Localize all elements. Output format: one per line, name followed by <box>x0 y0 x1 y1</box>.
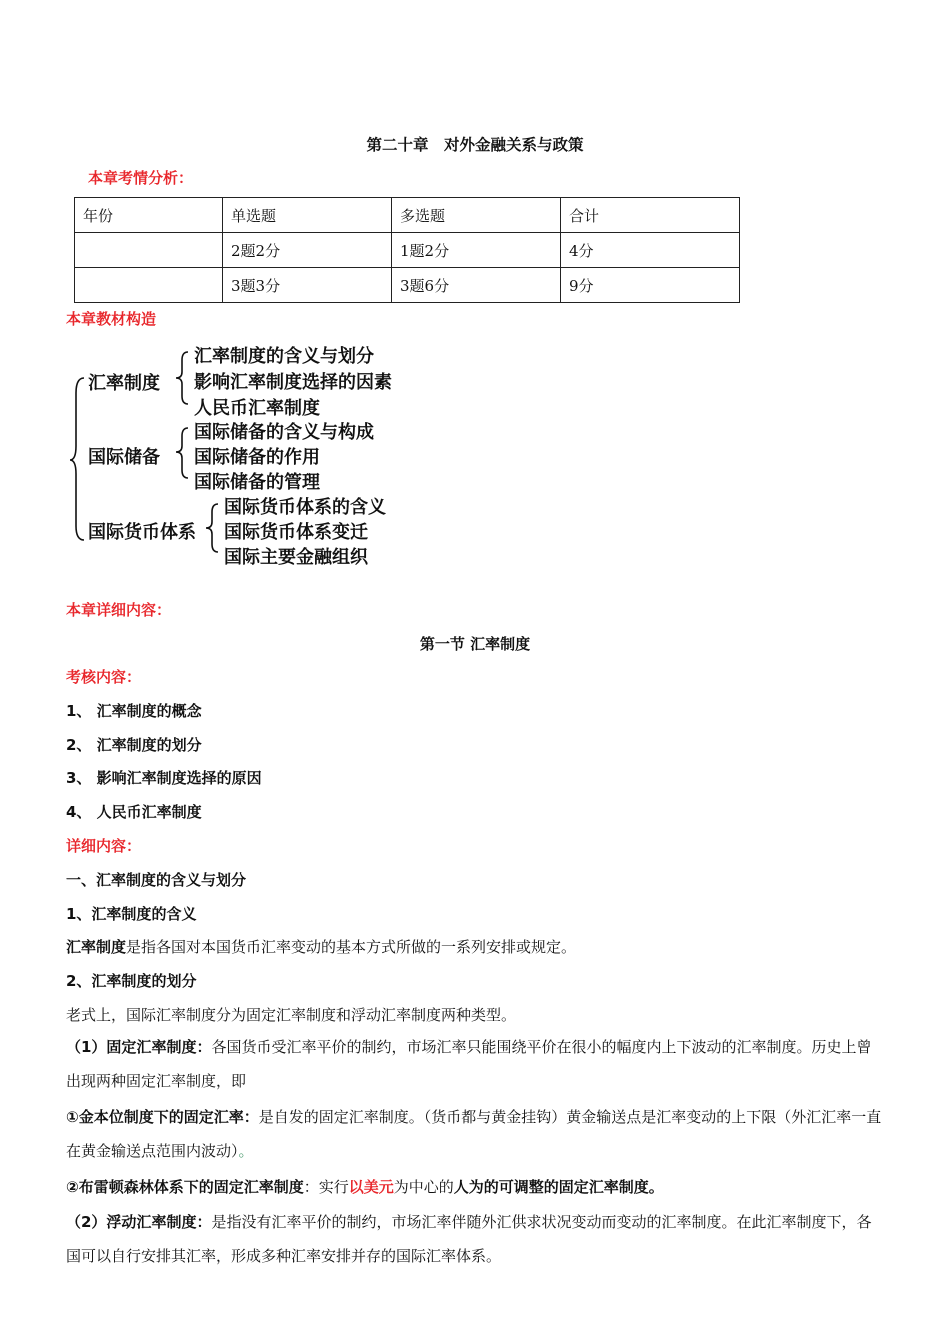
brace-group-2 <box>176 428 188 478</box>
table-row <box>75 268 740 303</box>
exam-table <box>74 197 740 303</box>
heading-level-2: 1、汇率制度的含义 <box>66 905 197 923</box>
table-cell: 9分 <box>561 268 740 303</box>
assess-item: 4、 人民币汇率制度 <box>66 803 202 821</box>
assess-item: 3、 影响汇率制度选择的原因 <box>66 769 262 787</box>
table-cell: 1题2分 <box>392 233 561 268</box>
bretton-woods-colon: ：实行 <box>303 1178 349 1196</box>
bretton-woods-mid: 为中心的 <box>393 1178 454 1196</box>
tree-item: 国际储备的含义与构成 <box>194 422 374 443</box>
tree-item: 人民币汇率制度 <box>194 398 320 419</box>
tree-item: 影响汇率制度选择的因素 <box>194 372 392 393</box>
heading-level-1: 一、汇率制度的含义与划分 <box>66 871 247 889</box>
table-row <box>75 233 740 268</box>
structure-tree <box>70 338 430 570</box>
bretton-woods-paragraph <box>66 1170 886 1204</box>
table-header-cell: 年份 <box>75 198 223 233</box>
definition-paragraph <box>66 936 576 957</box>
structure-heading: 本章教材构造 <box>66 310 157 328</box>
table-header-cell: 多选题 <box>392 198 561 233</box>
tree-group-label: 国际储备 <box>88 447 160 468</box>
table-header-cell: 单选题 <box>223 198 392 233</box>
section-title: 第一节 汇率制度 <box>419 635 531 653</box>
heading-level-2: 2、汇率制度的划分 <box>66 972 197 990</box>
brace-group-1 <box>176 352 188 404</box>
assess-item: 1、 汇率制度的概念 <box>66 702 202 720</box>
table-cell: 3题3分 <box>223 268 392 303</box>
brace-group-3 <box>206 504 218 552</box>
tree-item: 国际主要金融组织 <box>224 547 368 568</box>
table-header-cell: 合计 <box>561 198 740 233</box>
floating-rate-text: 是指没有汇率平价的制约，市场汇率伴随外汇供求状况变动而变动的汇率制度。在此汇率制度下，各国可以自行安排其汇率，形成多种汇率安排并存的国际汇率体系。 <box>66 1213 872 1265</box>
assess-heading: 考核内容： <box>66 668 142 686</box>
exam-analysis-heading: 本章考情分析： <box>88 169 194 187</box>
tree-group-label: 汇率制度 <box>88 373 160 394</box>
fixed-rate-text: 各国货币受汇率平价的制约，市场汇率只能围绕平价在很小的幅度内上下波动的汇率制度。历史上曾出现两种固定汇率制度，即 <box>66 1038 872 1090</box>
fixed-rate-paragraph <box>66 1030 886 1098</box>
floating-rate-paragraph <box>66 1205 886 1273</box>
gold-standard-label: ①金本位制度下的固定汇率： <box>66 1108 259 1126</box>
definition-term: 汇率制度 <box>66 938 127 956</box>
table-cell: 2题2分 <box>223 233 392 268</box>
tree-item: 国际货币体系变迁 <box>224 522 368 543</box>
table-cell <box>75 268 223 303</box>
tree-item: 汇率制度的含义与划分 <box>194 346 374 367</box>
definition-text: 是指各国对本国货币汇率变动的基本方式所做的一系列安排或规定。 <box>126 938 577 956</box>
intro-paragraph: 老式上，国际汇率制度分为固定汇率制度和浮动汇率制度两种类型。 <box>66 1006 517 1024</box>
fixed-rate-label: （1）固定汇率制度： <box>66 1038 212 1056</box>
floating-rate-label: （2）浮动汇率制度： <box>66 1213 212 1231</box>
table-cell: 4分 <box>561 233 740 268</box>
bretton-woods-bold: 人为的可调整的固定汇率制度。 <box>453 1178 664 1196</box>
chapter-title: 第二十章 对外金融关系与政策 <box>366 136 584 154</box>
tree-group-label: 国际货币体系 <box>88 522 196 543</box>
tree-item: 国际储备的作用 <box>194 447 320 468</box>
detail-heading: 本章详细内容： <box>66 601 172 619</box>
gold-standard-end: 。 <box>238 1142 254 1160</box>
gold-standard-paragraph <box>66 1100 886 1168</box>
table-cell <box>75 233 223 268</box>
table-cell: 3题6分 <box>392 268 561 303</box>
usd-highlight: 以美元 <box>348 1178 394 1196</box>
detail-content-heading: 详细内容： <box>66 837 142 855</box>
table-header-row <box>75 198 740 233</box>
outer-brace <box>70 378 84 540</box>
gold-standard-text: 是自发的固定汇率制度。（货币都与黄金挂钩）黄金输送点是汇率变动的上下限（外汇汇率一直在黄金输送点范围内波动） <box>66 1108 882 1160</box>
tree-item: 国际储备的管理 <box>194 472 320 493</box>
assess-item: 2、 汇率制度的划分 <box>66 736 202 754</box>
bretton-woods-label: ②布雷顿森林体系下的固定汇率制度 <box>66 1178 304 1196</box>
tree-item: 国际货币体系的含义 <box>224 497 386 518</box>
